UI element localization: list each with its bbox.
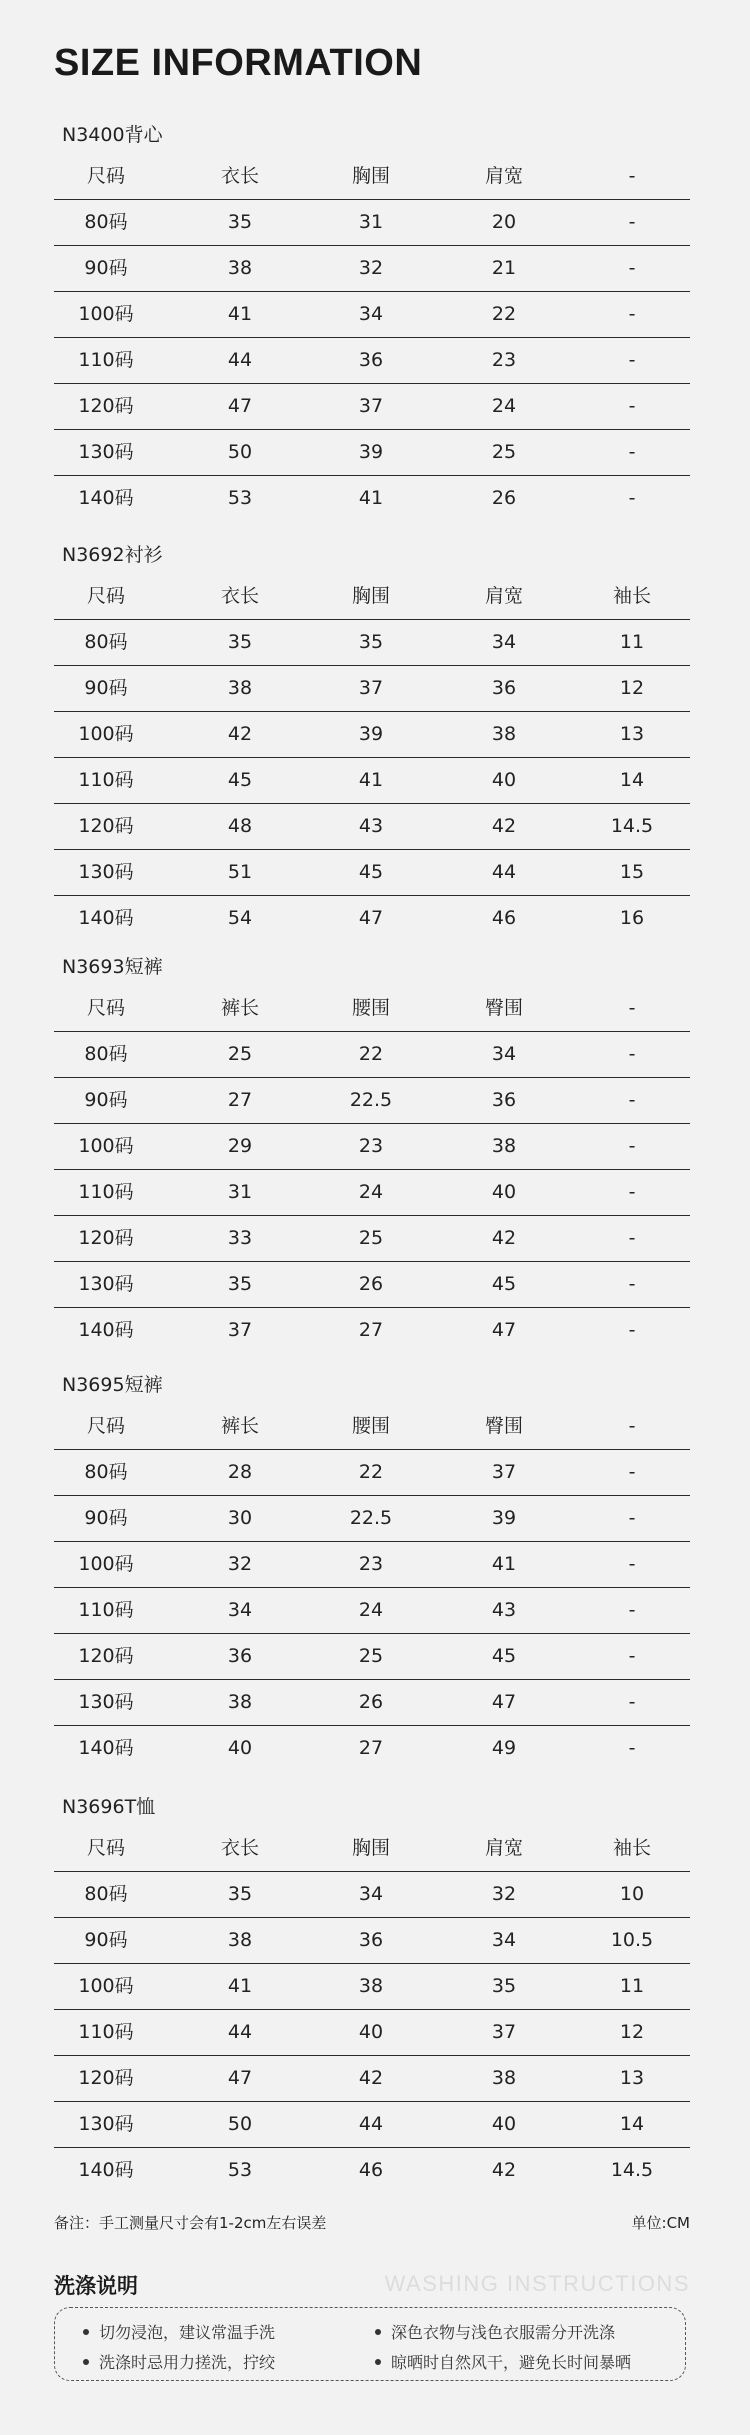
column-header: 腰围: [351, 997, 390, 1019]
table-cell: 39: [491, 1507, 517, 1529]
table-row: [54, 896, 690, 942]
column-header: -: [628, 1415, 636, 1437]
table-cell: 37: [491, 2021, 517, 2043]
table-cell: 90码: [84, 257, 128, 279]
washing-item-text: 深色衣物与浅色衣服需分开洗涤: [391, 2323, 616, 2342]
table-cell: 25: [358, 1227, 384, 1249]
table-cell: 35: [491, 1975, 517, 1997]
table-cell: 26: [358, 1691, 384, 1713]
table-row: [54, 1634, 690, 1680]
table-cell: 80码: [84, 1461, 128, 1483]
table-cell: 43: [358, 815, 384, 837]
table-cell: 40: [491, 2113, 517, 2135]
table-cell: 36: [227, 1645, 253, 1667]
column-header: 尺码: [86, 165, 125, 187]
table-cell: -: [628, 1089, 636, 1111]
table-cell: -: [628, 1737, 636, 1759]
table-row: [54, 758, 690, 804]
table-cell: 130码: [78, 1273, 134, 1295]
table-cell: 41: [227, 1975, 253, 1997]
washing-item-text: 晾晒时自然风干，避免长时间暴晒: [391, 2353, 632, 2372]
table-cell: 28: [227, 1461, 253, 1483]
table-cell: 110码: [78, 1599, 134, 1621]
table-cell: 34: [491, 1929, 517, 1951]
table-cell: 44: [227, 2021, 253, 2043]
table-row: [54, 2148, 690, 2194]
table-cell: 110码: [78, 769, 134, 791]
column-header: 衣长: [220, 585, 259, 607]
table-cell: 130码: [78, 1691, 134, 1713]
table-cell: 25: [227, 1043, 253, 1065]
table-row: [54, 1450, 690, 1496]
table-row: [54, 1124, 690, 1170]
size-table: [54, 986, 690, 1354]
table-header-row: [54, 1404, 690, 1450]
table-cell: 100码: [78, 303, 134, 325]
table-row: [54, 1078, 690, 1124]
table-cell: 49: [491, 1737, 517, 1759]
table-header-row: [54, 574, 690, 620]
table-cell: 11: [619, 631, 645, 653]
table-cell: 35: [227, 1273, 253, 1295]
table-cell: 22.5: [349, 1089, 393, 1111]
table-cell: 42: [491, 2159, 517, 2181]
table-row: [54, 1170, 690, 1216]
table-cell: 38: [227, 1691, 253, 1713]
table-cell: 27: [227, 1089, 253, 1111]
table-cell: 22: [358, 1043, 384, 1065]
table-cell: 37: [358, 677, 384, 699]
table-cell: 45: [491, 1645, 517, 1667]
table-cell: -: [628, 1043, 636, 1065]
table-cell: -: [628, 1319, 636, 1341]
column-header: 尺码: [86, 997, 125, 1019]
table-cell: 38: [227, 677, 253, 699]
column-header: 袖长: [612, 585, 651, 607]
washing-title: 洗涤说明: [54, 2274, 138, 2298]
table-cell: 53: [227, 2159, 253, 2181]
column-header: -: [628, 997, 636, 1019]
table-cell: 46: [358, 2159, 384, 2181]
section-title: N3696T恤: [62, 1796, 156, 1818]
column-header: 胸围: [351, 165, 390, 187]
measurement-note: 备注：手工测量尺寸会有1-2cm左右误差: [54, 2214, 327, 2232]
table-cell: 35: [227, 631, 253, 653]
table-cell: 26: [491, 487, 517, 509]
table-cell: -: [628, 1599, 636, 1621]
table-cell: 120码: [78, 1227, 134, 1249]
washing-subtitle: WASHING INSTRUCTIONS: [384, 2271, 690, 2296]
table-cell: 39: [358, 441, 384, 463]
table-cell: 39: [358, 723, 384, 745]
column-header: 肩宽: [484, 165, 523, 187]
table-cell: 80码: [84, 1883, 128, 1905]
table-cell: 120码: [78, 2067, 134, 2089]
table-cell: 11: [619, 1975, 645, 1997]
table-cell: -: [628, 1227, 636, 1249]
bullet-icon: [375, 2359, 381, 2365]
table-cell: 38: [227, 257, 253, 279]
table-row: [54, 1726, 690, 1772]
table-cell: 140码: [78, 1737, 134, 1759]
table-cell: 21: [491, 257, 517, 279]
table-cell: 16: [619, 907, 645, 929]
table-cell: 45: [358, 861, 384, 883]
table-cell: -: [628, 303, 636, 325]
table-cell: 40: [491, 769, 517, 791]
table-cell: 31: [227, 1181, 253, 1203]
table-cell: 22: [358, 1461, 384, 1483]
table-cell: 110码: [78, 1181, 134, 1203]
table-row: [54, 1032, 690, 1078]
table-row: [54, 666, 690, 712]
section-title: N3692衬衫: [62, 544, 163, 566]
table-cell: 48: [227, 815, 253, 837]
table-cell: 38: [491, 1135, 517, 1157]
column-header: -: [628, 165, 636, 187]
table-cell: 100码: [78, 723, 134, 745]
table-row: [54, 1872, 690, 1918]
table-row: [54, 338, 690, 384]
table-row: [54, 850, 690, 896]
table-cell: 23: [491, 349, 517, 371]
table-cell: 12: [619, 2021, 645, 2043]
table-cell: 44: [491, 861, 517, 883]
table-cell: 32: [358, 257, 384, 279]
table-cell: 50: [227, 441, 253, 463]
table-cell: 32: [227, 1553, 253, 1575]
column-header: 裤长: [220, 997, 259, 1019]
washing-item-text: 洗涤时忌用力搓洗，拧绞: [99, 2353, 276, 2372]
table-row: [54, 804, 690, 850]
table-cell: 42: [491, 815, 517, 837]
washing-item: [83, 2350, 275, 2373]
table-cell: 34: [358, 1883, 384, 1905]
table-cell: 42: [491, 1227, 517, 1249]
table-cell: 47: [491, 1691, 517, 1713]
table-cell: 41: [358, 487, 384, 509]
table-cell: 80码: [84, 631, 128, 653]
table-cell: 37: [227, 1319, 253, 1341]
table-cell: 46: [491, 907, 517, 929]
bullet-icon: [83, 2329, 89, 2335]
table-cell: 140码: [78, 2159, 134, 2181]
table-cell: 34: [227, 1599, 253, 1621]
table-row: [54, 1964, 690, 2010]
washing-item-text: 切勿浸泡，建议常温手洗: [99, 2323, 276, 2342]
table-row: [54, 200, 690, 246]
table-cell: -: [628, 487, 636, 509]
table-row: [54, 620, 690, 666]
column-header: 袖长: [612, 1837, 651, 1859]
table-row: [54, 1496, 690, 1542]
table-row: [54, 2102, 690, 2148]
column-header: 臀围: [484, 1415, 523, 1437]
table-cell: 22.5: [349, 1507, 393, 1529]
table-cell: 29: [227, 1135, 253, 1157]
table-row: [54, 1216, 690, 1262]
table-cell: 30: [227, 1507, 253, 1529]
table-cell: 50: [227, 2113, 253, 2135]
column-header: 肩宽: [484, 1837, 523, 1859]
column-header: 尺码: [86, 1837, 125, 1859]
table-cell: -: [628, 1273, 636, 1295]
table-cell: 38: [491, 723, 517, 745]
table-cell: 110码: [78, 349, 134, 371]
table-cell: 47: [227, 395, 253, 417]
column-header: 臀围: [484, 997, 523, 1019]
size-table: [54, 1404, 690, 1772]
table-cell: -: [628, 1645, 636, 1667]
table-cell: 32: [491, 1883, 517, 1905]
table-cell: 35: [227, 1883, 253, 1905]
table-cell: -: [628, 1135, 636, 1157]
table-row: [54, 246, 690, 292]
table-cell: 31: [358, 211, 384, 233]
column-header: 尺码: [86, 1415, 125, 1437]
table-cell: -: [628, 1507, 636, 1529]
table-cell: 34: [491, 631, 517, 653]
table-cell: -: [628, 257, 636, 279]
table-cell: 24: [358, 1599, 384, 1621]
table-cell: 140码: [78, 487, 134, 509]
table-cell: 110码: [78, 2021, 134, 2043]
table-cell: -: [628, 441, 636, 463]
table-row: [54, 1262, 690, 1308]
table-cell: 54: [227, 907, 253, 929]
table-cell: 35: [358, 631, 384, 653]
table-header-row: [54, 1826, 690, 1872]
table-row: [54, 1588, 690, 1634]
table-cell: 22: [491, 303, 517, 325]
page-title: SIZE INFORMATION: [54, 42, 423, 84]
table-cell: 90码: [84, 1089, 128, 1111]
table-cell: 47: [227, 2067, 253, 2089]
table-cell: 51: [227, 861, 253, 883]
table-cell: 38: [358, 1975, 384, 1997]
table-cell: 10.5: [610, 1929, 654, 1951]
table-cell: 47: [358, 907, 384, 929]
table-cell: 38: [227, 1929, 253, 1951]
table-cell: -: [628, 1553, 636, 1575]
table-cell: 41: [358, 769, 384, 791]
table-cell: 90码: [84, 677, 128, 699]
table-cell: 36: [358, 349, 384, 371]
table-cell: 100码: [78, 1975, 134, 1997]
washing-instructions-box: [54, 2307, 686, 2381]
column-header: 衣长: [220, 165, 259, 187]
table-cell: 13: [619, 723, 645, 745]
table-cell: -: [628, 1461, 636, 1483]
table-cell: 23: [358, 1553, 384, 1575]
bullet-icon: [375, 2329, 381, 2335]
table-cell: 41: [227, 303, 253, 325]
column-header: 尺码: [86, 585, 125, 607]
table-cell: 12: [619, 677, 645, 699]
table-cell: 27: [358, 1737, 384, 1759]
size-table: [54, 574, 690, 942]
bullet-icon: [83, 2359, 89, 2365]
table-cell: 33: [227, 1227, 253, 1249]
table-cell: 140码: [78, 907, 134, 929]
section-title: N3695短裤: [62, 1374, 163, 1396]
table-cell: 80码: [84, 1043, 128, 1065]
section-title: N3693短裤: [62, 956, 163, 978]
table-cell: -: [628, 1691, 636, 1713]
table-cell: 14: [619, 2113, 645, 2135]
table-header-row: [54, 986, 690, 1032]
table-cell: 13: [619, 2067, 645, 2089]
column-header: 衣长: [220, 1837, 259, 1859]
table-cell: 45: [227, 769, 253, 791]
table-cell: 36: [491, 677, 517, 699]
washing-item: [375, 2320, 615, 2343]
table-row: [54, 1918, 690, 1964]
table-cell: 130码: [78, 2113, 134, 2135]
table-cell: 26: [358, 1273, 384, 1295]
washing-item: [375, 2350, 631, 2373]
table-cell: 130码: [78, 861, 134, 883]
table-row: [54, 2010, 690, 2056]
table-cell: 41: [491, 1553, 517, 1575]
table-cell: 120码: [78, 395, 134, 417]
table-row: [54, 712, 690, 758]
table-cell: 23: [358, 1135, 384, 1157]
table-cell: 34: [491, 1043, 517, 1065]
table-cell: 44: [358, 2113, 384, 2135]
table-cell: 120码: [78, 815, 134, 837]
table-cell: 25: [491, 441, 517, 463]
table-cell: 80码: [84, 211, 128, 233]
table-cell: 40: [227, 1737, 253, 1759]
table-cell: 25: [358, 1645, 384, 1667]
column-header: 胸围: [351, 1837, 390, 1859]
column-header: 肩宽: [484, 585, 523, 607]
table-cell: 38: [491, 2067, 517, 2089]
table-row: [54, 384, 690, 430]
column-header: 腰围: [351, 1415, 390, 1437]
table-cell: 44: [227, 349, 253, 371]
table-cell: 90码: [84, 1929, 128, 1951]
table-row: [54, 2056, 690, 2102]
size-table: [54, 1826, 690, 2194]
table-cell: 140码: [78, 1319, 134, 1341]
table-cell: 40: [358, 2021, 384, 2043]
table-cell: 47: [491, 1319, 517, 1341]
table-cell: 24: [358, 1181, 384, 1203]
table-cell: 37: [491, 1461, 517, 1483]
table-cell: 37: [358, 395, 384, 417]
table-cell: 100码: [78, 1135, 134, 1157]
table-cell: 15: [619, 861, 645, 883]
table-cell: 14.5: [610, 815, 654, 837]
table-cell: 14.5: [610, 2159, 654, 2181]
section-title: N3400背心: [62, 124, 163, 146]
unit-label: 单位:CM: [631, 2214, 690, 2232]
table-row: [54, 476, 690, 522]
table-row: [54, 1680, 690, 1726]
table-cell: 100码: [78, 1553, 134, 1575]
table-cell: 24: [491, 395, 517, 417]
table-cell: -: [628, 349, 636, 371]
table-row: [54, 430, 690, 476]
table-cell: 40: [491, 1181, 517, 1203]
column-header: 裤长: [220, 1415, 259, 1437]
table-cell: 45: [491, 1273, 517, 1295]
table-row: [54, 292, 690, 338]
table-cell: 36: [358, 1929, 384, 1951]
table-cell: 20: [491, 211, 517, 233]
table-cell: 90码: [84, 1507, 128, 1529]
table-cell: -: [628, 211, 636, 233]
table-cell: 53: [227, 487, 253, 509]
table-cell: 36: [491, 1089, 517, 1111]
table-cell: -: [628, 1181, 636, 1203]
table-cell: 120码: [78, 1645, 134, 1667]
column-header: 胸围: [351, 585, 390, 607]
table-cell: 43: [491, 1599, 517, 1621]
table-cell: 130码: [78, 441, 134, 463]
size-table: [54, 154, 690, 522]
table-row: [54, 1308, 690, 1354]
table-cell: 42: [358, 2067, 384, 2089]
table-cell: 10: [619, 1883, 645, 1905]
washing-item: [83, 2320, 275, 2343]
table-cell: 42: [227, 723, 253, 745]
table-cell: 35: [227, 211, 253, 233]
table-row: [54, 1542, 690, 1588]
table-header-row: [54, 154, 690, 200]
table-cell: 27: [358, 1319, 384, 1341]
table-cell: 14: [619, 769, 645, 791]
table-cell: -: [628, 395, 636, 417]
table-cell: 34: [358, 303, 384, 325]
